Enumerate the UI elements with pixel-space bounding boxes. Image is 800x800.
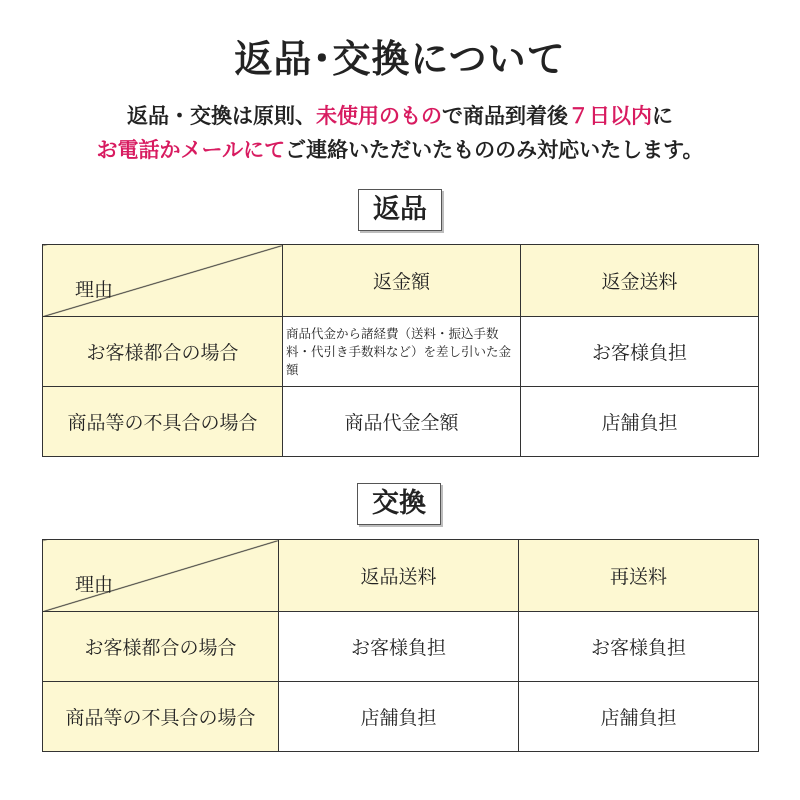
corner-label: 理由 (75, 279, 114, 301)
intro-highlight-unused: 未使用のもの (316, 104, 442, 128)
table-header-row (43, 540, 759, 612)
exchange-policy-table (42, 539, 759, 752)
cell-refund-shipping: お客様負担 (521, 317, 759, 387)
row-reason: お客様都合の場合 (43, 317, 283, 387)
row-reason: 商品等の不具合の場合 (43, 387, 283, 457)
table-row (43, 682, 759, 752)
intro-text: で商品到着後 (442, 104, 568, 128)
return-policy-table (42, 244, 759, 457)
corner-cell (43, 540, 279, 612)
intro-highlight-days: ７日以内 (568, 104, 652, 128)
header-resend-shipping: 再送料 (519, 540, 759, 612)
section-label-exchange: 交換 (357, 483, 441, 525)
table-header-row (43, 245, 759, 317)
row-reason: 商品等の不具合の場合 (43, 682, 279, 752)
row-reason: お客様都合の場合 (43, 612, 279, 682)
cell-refund-shipping: 店舗負担 (521, 387, 759, 457)
table-row (43, 317, 759, 387)
cell-return-shipping: お客様負担 (279, 612, 519, 682)
intro-text: 返品・交換は原則、 (127, 104, 316, 128)
table-row (43, 612, 759, 682)
cell-resend-shipping: 店舗負担 (519, 682, 759, 752)
intro-text: に (652, 104, 673, 128)
corner-cell (43, 245, 283, 317)
intro-highlight-contact: お電話かメールにて (96, 138, 286, 162)
page-title: 返品･交換について (234, 37, 566, 81)
cell-refund-amount: 商品代金から諸経費（送料・振込手数料・代引き手数料など）を差し引いた金額 (283, 317, 521, 387)
table-row (43, 387, 759, 457)
header-return-shipping: 返品送料 (279, 540, 519, 612)
cell-resend-shipping: お客様負担 (519, 612, 759, 682)
header-refund-shipping: 返金送料 (521, 245, 759, 317)
intro-line-1 (0, 100, 800, 130)
intro-text: ご連絡いただいたもののみ対応いたします。 (285, 138, 704, 162)
corner-label: 理由 (75, 574, 114, 596)
section-label-return: 返品 (358, 189, 442, 231)
cell-return-shipping: 店舗負担 (279, 682, 519, 752)
cell-refund-amount: 商品代金全額 (283, 387, 521, 457)
header-refund-amount: 返金額 (283, 245, 521, 317)
intro-line-2 (0, 134, 800, 164)
